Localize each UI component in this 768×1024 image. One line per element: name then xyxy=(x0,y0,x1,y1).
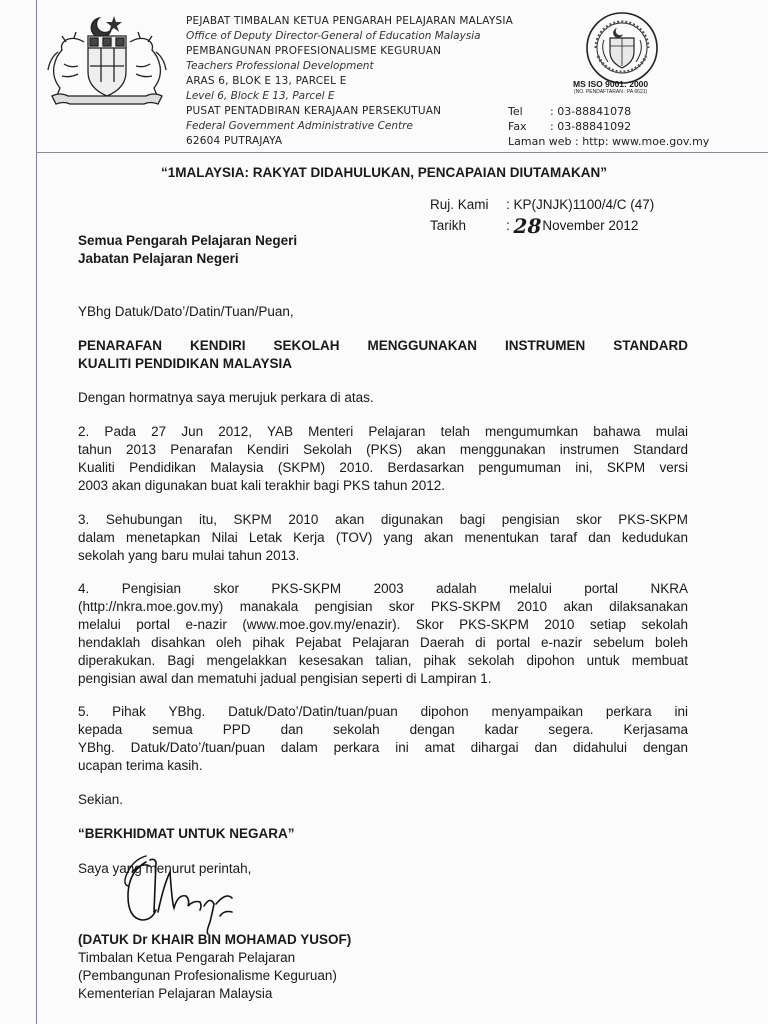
reference-number: : KP(JNJK)1100/4/C (47) xyxy=(506,197,655,212)
letterhead xyxy=(186,14,516,149)
date-label: Tarikh xyxy=(430,218,467,233)
iso-certification: MS ISO 9001: 2000 xyxy=(573,79,649,89)
closing: Sekian. xyxy=(78,792,124,807)
subject-line-2: KUALITI PENDIDIKAN MALAYSIA xyxy=(78,356,293,371)
tel-label: Tel xyxy=(508,105,523,118)
website: Laman web : http: www.moe.gov.my xyxy=(508,135,710,148)
contact-block xyxy=(508,104,709,149)
signatory-title-2: (Pembangunan Profesionalisme Keguruan) xyxy=(78,968,337,983)
subject-block xyxy=(78,337,688,373)
date-colon: : xyxy=(506,218,510,233)
reference-row xyxy=(430,196,654,214)
paragraph-line: 5. Pihak YBhg. Datuk/Dato’/Datin/tuan/puan dipohon menyampaikan perkara ini xyxy=(78,704,688,719)
paragraph-line: 2003 akan digunakan buat kali terakhir bagi PKS tahun 2012. xyxy=(78,478,446,493)
header-divider xyxy=(36,152,768,153)
salutation: YBhg Datuk/Dato’/Datin/Tuan/Puan, xyxy=(78,304,294,319)
paragraph-line: 3. Sehubungan itu, SKPM 2010 akan digunakan bagi pengisian skor PKS-SKPM xyxy=(78,512,688,527)
reference-block xyxy=(430,196,655,238)
subject-line-1: PENARAFAN KENDIRI SEKOLAH MENGGUNAKAN INSTRUMEN STANDARD xyxy=(78,338,688,353)
signatory-name: (DATUK Dr KHAIR BIN MOHAMAD YUSOF) xyxy=(78,932,352,947)
fax-row xyxy=(508,119,709,134)
paragraph-line: Kualiti Pendidikan Malaysia (SKPM) 2010. Berdasarkan pengumuman ini, SKPM versi xyxy=(78,460,688,475)
address-line-malay-2: PUSAT PENTADBIRAN KERAJAAN PERSEKUTUAN xyxy=(186,105,442,117)
left-margin-line xyxy=(36,0,37,1024)
recipient-line-2: Jabatan Pelajaran Negeri xyxy=(78,251,239,266)
paragraph-line: 4. Pengisian skor PKS-SKPM 2003 adalah melalui portal NKRA xyxy=(78,581,688,596)
paragraph-line: pengisian awal dan mematuhi jadual pengisian seperti di Lampiran 1. xyxy=(78,671,492,686)
date-day-handwritten: 28 xyxy=(513,214,542,238)
coat-of-arms-icon xyxy=(44,12,170,112)
reference-label: Ruj. Kami xyxy=(430,197,489,212)
postcode-line: 62604 PUTRAJAYA xyxy=(186,135,283,147)
division-name-malay: PEMBANGUNAN PROFESIONALISME KEGURUAN xyxy=(186,45,442,57)
paragraph-line: melalui portal e-nazir (www.moe.gov.my/enazir). Skor PKS-SKPM 2010 setiap sekolah xyxy=(78,617,688,632)
paragraph-4 xyxy=(78,580,688,688)
paragraph-line: (http://nkra.moe.gov.my) manakala pengisian skor PKS-SKPM 2010 akan dilaksanakan xyxy=(78,599,688,614)
fax-value: : 03-88841092 xyxy=(550,120,632,133)
slogan: “1MALAYSIA: RAKYAT DIDAHULUKAN, PENCAPAIAN DIUTAMAKAN” xyxy=(160,165,607,180)
signatory-block xyxy=(78,931,688,1003)
tel-row xyxy=(508,104,709,119)
recipient-line-1: Semua Pengarah Pelajaran Negeri xyxy=(78,233,298,248)
paragraph-line: hendaklah disahkan oleh pihak Pejabat Pelajaran Daerah di portal e-nazir sebelum boleh xyxy=(78,635,688,650)
paragraph-line: ucapan terima kasih. xyxy=(78,758,203,773)
recipient-block xyxy=(78,232,688,268)
paragraph-5 xyxy=(78,703,688,775)
paragraph-3 xyxy=(78,511,688,565)
paragraph-line: tahun 2013 Penarafan Kendiri Sekolah (PKS) akan menggunakan instrumen Standard xyxy=(78,442,688,457)
signatory-title-1: Timbalan Ketua Pengarah Pelajaran xyxy=(78,950,296,965)
paragraph-line: dalam menetapkan Nilai Letak Kerja (TOV) yang akan menentukan taraf dan kedudukan xyxy=(78,530,688,545)
paragraph-line: kepada semua PPD dan sekolah dengan kadar segera. Kerjasama xyxy=(78,722,688,737)
org-name-english: Office of Deputy Director-General of Education Malaysia xyxy=(186,30,481,42)
iso-seal-icon xyxy=(584,10,660,86)
signature-initials xyxy=(116,852,156,888)
paragraph-line: 2. Pada 27 Jun 2012, YAB Menteri Pelajaran telah mengumumkan bahawa mulai xyxy=(78,424,688,439)
fax-label: Fax xyxy=(508,120,527,133)
opening-line: Dengan hormatnya saya merujuk perkara di atas. xyxy=(78,390,374,405)
address-line-english-1: Level 6, Block E 13, Parcel E xyxy=(186,90,335,102)
paragraph-line: YBhg. Datuk/Dato’/tuan/puan dalam perkara ini amat dihargai dan didahului dengan xyxy=(78,740,688,755)
division-name-english: Teachers Professional Development xyxy=(186,60,374,72)
yours-faithfully: Saya yang menurut perintah, xyxy=(78,861,252,876)
date-month-year: November 2012 xyxy=(542,218,639,233)
tel-value: : 03-88841078 xyxy=(550,105,632,118)
address-line-malay-1: ARAS 6, BLOK E 13, PARCEL E xyxy=(186,75,347,87)
org-name-malay: PEJABAT TIMBALAN KETUA PENGARAH PELAJARAN MALAYSIA xyxy=(186,15,514,27)
paragraph-line: sekolah yang baru mulai tahun 2013. xyxy=(78,548,300,563)
address-line-english-2: Federal Government Administrative Centre xyxy=(186,120,413,132)
iso-registration: (NO. PENDAFTARAN : PA 6621) xyxy=(574,89,648,95)
motto: “BERKHIDMAT UNTUK NEGARA” xyxy=(78,826,295,841)
signatory-title-3: Kementerian Pelajaran Malaysia xyxy=(78,986,273,1001)
paragraph-line: diperakukan. Bagi mengelakkan kesesakan talian, pihak sekolah dipohon untuk membuat xyxy=(78,653,688,668)
paragraph-2 xyxy=(78,423,688,495)
